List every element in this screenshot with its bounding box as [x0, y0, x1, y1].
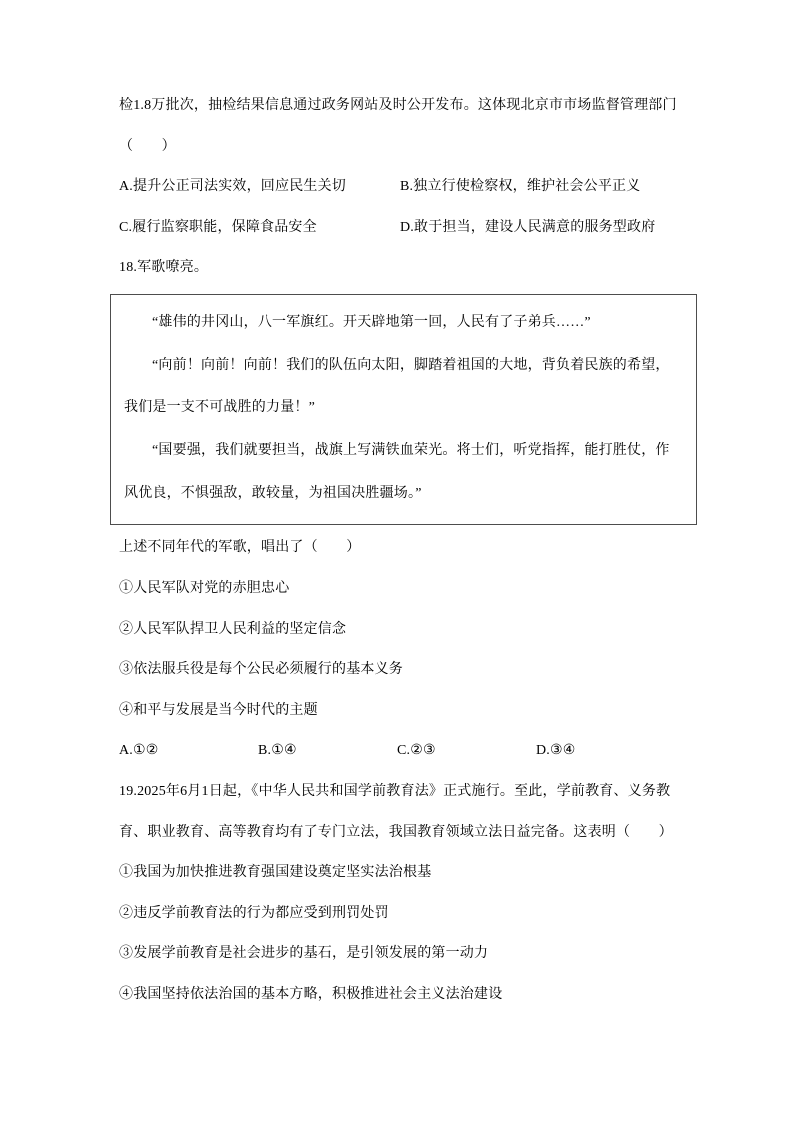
- q17-stem: 检1.8万批次，抽检结果信息通过政务网站及时公开发布。这体现北京市市场监督管理部门: [119, 98, 677, 113]
- q18-question: 上述不同年代的军歌，唱出了（ ）: [119, 540, 361, 556]
- q17-answer-bracket: （ ）: [119, 138, 176, 154]
- q18-song-lyric-3: “国要强，我们就要担当，战旗上写满铁血荣光。将士们，听党指挥，能打胜仗，作风优良，不惧强敌，敢较量，为祖国决胜疆场。”: [124, 443, 670, 501]
- q18-song-lyric-2: “向前！向前！向前！我们的队伍向太阳，脚踏着祖国的大地，背负着民族的希望，我们是一支不可战胜的力量！”: [124, 357, 670, 416]
- q17-options-row-1: [119, 167, 688, 208]
- q19-item-4: ④我国坚持依法治国的基本方略，积极推进社会主义法治建设: [119, 986, 503, 1002]
- q18-option-b: B.①④: [258, 743, 297, 759]
- question-18: [119, 248, 688, 772]
- q17-option-c: C.履行监察职能，保障食品安全: [119, 219, 317, 235]
- q18-option-c: C.②③: [397, 743, 436, 759]
- q18-song-box: [110, 294, 697, 525]
- q18-item-2: ②人民军队捍卫人民利益的坚定信念: [119, 621, 347, 637]
- q17-options-row-2: [119, 208, 688, 249]
- q18-item-1: ①人民军队对党的赤胆忠心: [119, 581, 290, 596]
- q17-option-b: B.独立行使检察权，维护社会公平正义: [400, 179, 641, 195]
- q18-option-a: A.①②: [119, 743, 159, 759]
- q18-option-d: D.③④: [536, 743, 576, 759]
- q18-item-3: ③依法服兵役是每个公民必须履行的基本义务: [119, 662, 403, 678]
- q19-item-2: ②违反学前教育法的行为都应受到刑罚处罚: [119, 905, 389, 921]
- q19-item-1: ①我国为加快推进教育强国建设奠定坚实法治根基: [119, 865, 432, 881]
- q19-stem: 19.2025年6月1日起，《中华人民共和国学前教育法》正式施行。至此，学前教育、义务教育、职业教育、高等教育均有了专门立法，我国教育领域立法日益完备。这表明（ ）: [119, 783, 673, 840]
- q18-item-4: ④和平与发展是当今时代的主题: [119, 702, 318, 718]
- q18-heading: 18.军歌嘹亮。: [119, 260, 209, 276]
- question-19: [119, 772, 688, 1016]
- q19-item-3: ③发展学前教育是社会进步的基石，是引领发展的第一动力: [119, 946, 489, 962]
- q17-option-d: D.敢于担当，建设人民满意的服务型政府: [400, 219, 656, 235]
- question-17: [119, 86, 688, 248]
- q18-song-lyric-1: “雄伟的井冈山，八一军旗红。开天辟地第一回，人民有了子弟兵……”: [152, 314, 591, 330]
- q17-option-a: A.提升公正司法实效，回应民生关切: [119, 179, 347, 195]
- q18-options-row: [119, 731, 688, 772]
